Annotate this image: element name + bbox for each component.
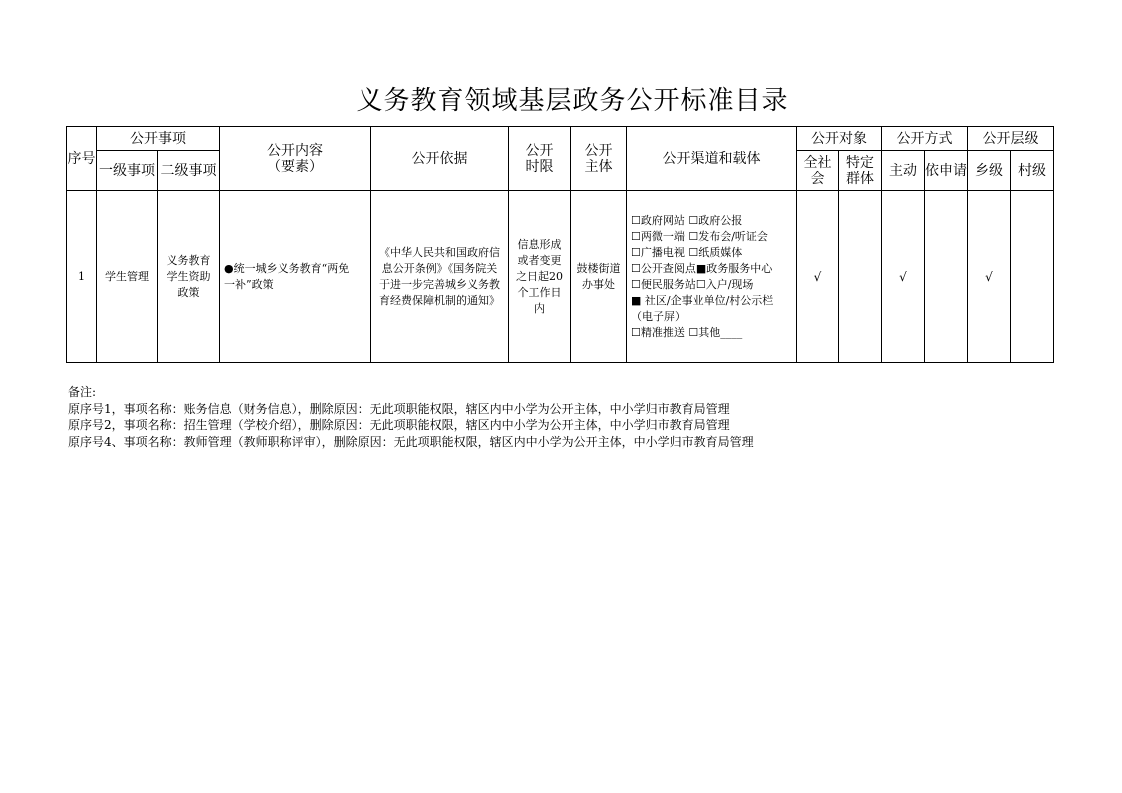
note-line: 原序号1，事项名称：账务信息（财务信息），删除原因：无此项职能权限，辖区内中小学为公开主体，中小学归市教育局管理 bbox=[68, 401, 730, 416]
cell-subject: 鼓楼街道 办事处 bbox=[571, 191, 627, 363]
header-time-limit: 公开 时限 bbox=[509, 127, 571, 191]
cell-basis: 《中华人民共和国政府信 息公开条例》《国务院关 于进一步完善城乡义务教 育经费保障机制的通知》 bbox=[371, 191, 509, 363]
header-row-1 bbox=[67, 127, 1054, 151]
header-level-group: 公开层级 bbox=[968, 127, 1054, 151]
header-method-request: 依申请 bbox=[925, 151, 968, 191]
header-level2: 二级事项 bbox=[158, 151, 220, 191]
cell-method-active: √ bbox=[882, 191, 925, 363]
cell-level1: 学生管理 bbox=[97, 191, 158, 363]
cell-channels bbox=[627, 191, 797, 363]
header-audience-group: 公开对象 bbox=[797, 127, 882, 151]
header-subject: 公开 主体 bbox=[571, 127, 627, 191]
header-content: 公开内容 （要素） bbox=[220, 127, 371, 191]
cell-time-limit: 信息形成 或者变更 之日起20 个工作日 内 bbox=[509, 191, 571, 363]
table-row bbox=[67, 191, 1054, 363]
cell-content: ●统一城乡义务教育“两免 一补”政策 bbox=[220, 191, 371, 363]
header-level-village: 村级 bbox=[1011, 151, 1054, 191]
header-channels: 公开渠道和载体 bbox=[627, 127, 797, 191]
notes-label: 备注: bbox=[68, 385, 97, 399]
cell-method-request bbox=[925, 191, 968, 363]
header-item-group: 公开事项 bbox=[97, 127, 220, 151]
channel-line: ☐两微一端 ☐发布会/听证会 bbox=[631, 229, 768, 243]
cell-level2: 义务教育 学生资助 政策 bbox=[158, 191, 220, 363]
channel-line: ☐便民服务站☐入户/现场 bbox=[631, 277, 754, 291]
channel-line: ☐广播电视 ☐纸质媒体 bbox=[631, 245, 743, 259]
cell-audience-all: √ bbox=[797, 191, 839, 363]
channel-line: （电子屏） bbox=[631, 309, 686, 323]
notes-section bbox=[68, 384, 754, 450]
note-line: 原序号2，事项名称：招生管理（学校介绍），删除原因：无此项职能权限，辖区内中小学为公开主体，中小学归市教育局管理 bbox=[68, 418, 730, 432]
channel-line: ☐公开查阅点■政务服务中心 bbox=[631, 261, 773, 275]
cell-seq: 1 bbox=[67, 191, 97, 363]
catalog-table bbox=[66, 126, 1054, 363]
cell-level-village bbox=[1011, 191, 1054, 363]
channel-line: ☐精准推送 ☐其他____ bbox=[631, 325, 743, 339]
cell-audience-specific bbox=[839, 191, 882, 363]
header-method-active: 主动 bbox=[882, 151, 925, 191]
channel-line: ■ 社区/企事业单位/村公示栏 bbox=[631, 293, 774, 307]
header-method-group: 公开方式 bbox=[882, 127, 968, 151]
header-level-township: 乡级 bbox=[968, 151, 1011, 191]
header-audience-specific: 特定 群体 bbox=[839, 151, 882, 191]
header-audience-all: 全社 会 bbox=[797, 151, 839, 191]
header-basis: 公开依据 bbox=[371, 127, 509, 191]
note-line: 原序号4、事项名称：教师管理（教师职称评审），删除原因：无此项职能权限，辖区内中小学为公开主体，中小学归市教育局管理 bbox=[68, 434, 754, 449]
header-level1: 一级事项 bbox=[97, 151, 158, 191]
channel-line: ☐政府网站 ☐政府公报 bbox=[631, 213, 743, 227]
cell-level-township: √ bbox=[968, 191, 1011, 363]
page-title: 义务教育领域基层政务公开标准目录 bbox=[356, 86, 789, 116]
header-seq: 序号 bbox=[67, 127, 97, 191]
